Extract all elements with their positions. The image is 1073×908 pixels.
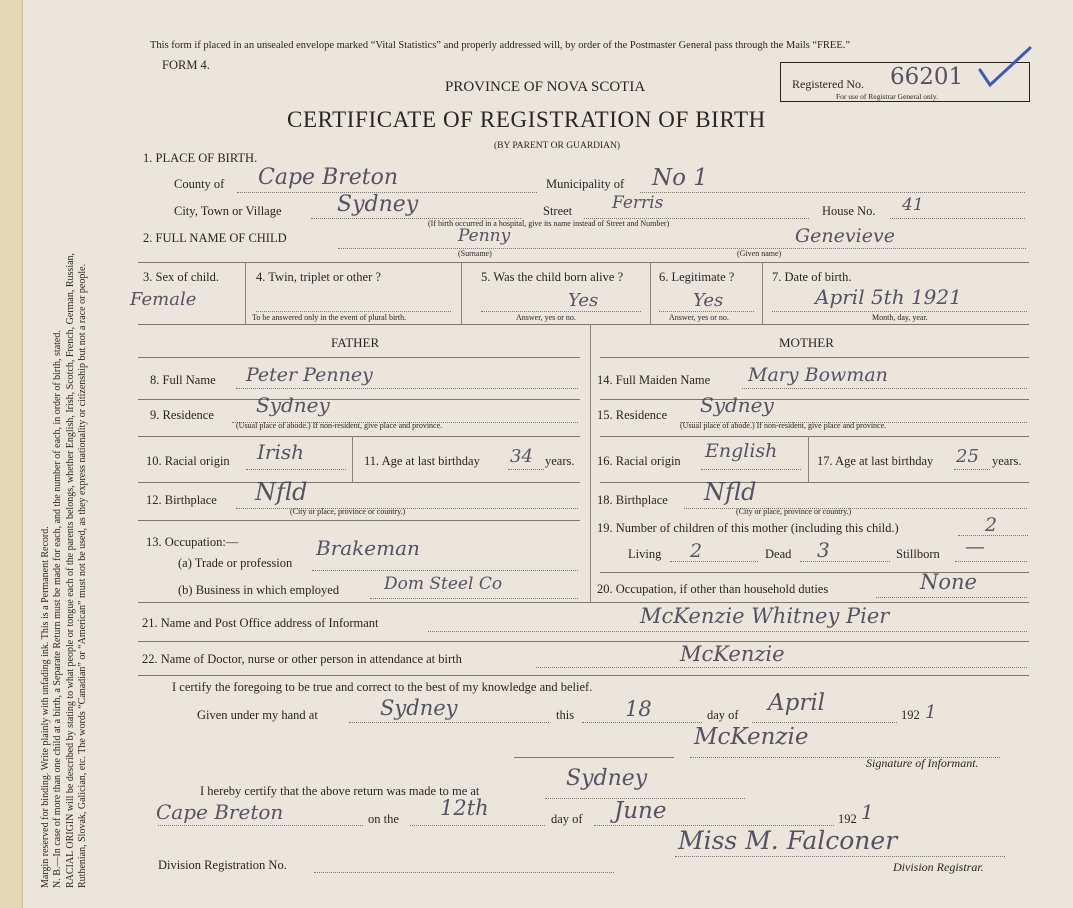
side-notes: [40, 28, 140, 888]
county-label: County of: [174, 177, 225, 191]
mother-residence-note: (Usual place of abode.) If non-resident, give place and province.: [680, 421, 887, 430]
street-value: Ferris: [612, 193, 664, 213]
children-value: 2: [985, 514, 998, 536]
mother-age-label: 17. Age at last birthday: [817, 454, 934, 468]
made-place-value: Cape Breton: [156, 800, 284, 824]
hereby-text: I hereby certify that the above return was made to me at: [200, 784, 480, 798]
father-residence-note: (Usual place of abode.) If non-resident, give place and province.: [236, 421, 443, 430]
made-day-value: 12th: [440, 796, 489, 820]
check-mark-icon: [975, 45, 1035, 95]
mail-notice: This form if placed in an unsealed envelope marked “Vital Statistics” and properly addressed will, by order of the Postmaster General pass through the Mails “FREE.”: [150, 40, 851, 51]
mother-race-label: 16. Racial origin: [597, 454, 681, 468]
legitimate-value: Yes: [693, 290, 724, 311]
given-under-label: Given under my hand at: [197, 708, 318, 722]
given-place-value: Sydney: [380, 696, 458, 720]
sex-label: 3. Sex of child.: [143, 270, 220, 284]
hospital-note: (If birth occurred in a hospital, give its name instead of Street and Number): [428, 219, 670, 228]
mother-name-value: Mary Bowman: [748, 364, 888, 386]
binding-margin: [0, 0, 23, 908]
mother-birthplace-label: 18. Birthplace: [597, 493, 668, 507]
father-residence-label: 9. Residence: [150, 408, 214, 422]
mother-birthplace-note: (City or place, province or country.): [736, 507, 852, 516]
made-day-of-label: day of: [551, 812, 583, 826]
given-name-label: (Given name): [737, 249, 782, 258]
city-value: Sydney: [337, 192, 419, 217]
living-value: 2: [690, 540, 703, 562]
registrar-note: For use of Registrar General only.: [836, 92, 938, 101]
father-age-value: 34: [510, 446, 533, 467]
informant-label: 21. Name and Post Office address of Informant: [142, 616, 379, 630]
father-years-label: years.: [545, 454, 575, 468]
on-the-label: on the: [368, 812, 399, 826]
alive-answer-note: Answer, yes or no.: [516, 313, 576, 322]
legitimate-answer-note: Answer, yes or no.: [669, 313, 729, 322]
year-prefix-2: 192: [838, 812, 857, 826]
mother-residence-value: Sydney: [700, 393, 774, 417]
registered-label: Registered No.: [792, 77, 864, 91]
informant-value: McKenzie Whitney Pier: [640, 604, 890, 628]
father-name-value: Peter Penney: [246, 364, 373, 386]
dead-value: 3: [817, 538, 830, 562]
side-note-2: N. B.—In case of more than one child at a birth, a Separate Return must be made for each, and the number of each, in order of birth, stated.: [52, 330, 64, 888]
certify-text: I certify the foregoing to be true and correct to the best of my knowledge and belief.: [172, 680, 593, 694]
signature-informant-label: Signature of Informant.: [866, 756, 979, 770]
dob-value: April 5th 1921: [815, 285, 962, 309]
father-race-label: 10. Racial origin: [146, 454, 230, 468]
mother-years-label: years.: [992, 454, 1022, 468]
mother-occupation-value: None: [920, 570, 977, 594]
mother-age-value: 25: [956, 446, 979, 467]
legitimate-label: 6. Legitimate ?: [659, 270, 735, 284]
father-birthplace-label: 12. Birthplace: [146, 493, 217, 507]
mother-name-label: 14. Full Maiden Name: [597, 373, 711, 387]
informant-signature: McKenzie: [694, 724, 809, 750]
dob-label: 7. Date of birth.: [772, 270, 852, 284]
municipality-value: No 1: [652, 165, 708, 191]
father-birthplace-value: Nfld: [255, 478, 308, 506]
certificate-subtitle: (BY PARENT OR GUARDIAN): [494, 141, 621, 151]
dob-format-note: Month, day, year.: [872, 313, 928, 322]
form-number: FORM 4.: [162, 58, 210, 72]
mother-race-value: English: [705, 440, 778, 462]
twin-label: 4. Twin, triplet or other ?: [256, 270, 381, 284]
given-day-value: 18: [625, 697, 652, 721]
dead-label: Dead: [765, 547, 792, 561]
living-label: Living: [628, 547, 662, 561]
side-note-3: RACIAL ORIGIN will be described by stating to what people or tongue each of the parents belongs, whether English, Irish, Scotch, French, German, Russian,: [64, 252, 76, 888]
father-residence-value: Sydney: [256, 393, 330, 417]
made-year-value: 1: [861, 800, 874, 824]
given-name-value: Genevieve: [795, 225, 895, 247]
side-note-4: Ruthenian, Slovak, Galician, etc. The words “Canadian” or “American” must not be used, as they express nationality or citizenship but not a race or people.: [76, 263, 88, 888]
mother-birthplace-value: Nfld: [704, 478, 757, 506]
father-birthplace-note: (City or place, province or country.): [290, 507, 406, 516]
county-value: Cape Breton: [258, 165, 399, 190]
house-no-value: 41: [902, 195, 924, 215]
twin-note: To be answered only in the event of plural birth.: [252, 313, 407, 322]
full-name-label: 2. FULL NAME OF CHILD: [143, 231, 287, 245]
mother-occupation-label: 20. Occupation, if other than household duties: [597, 582, 829, 596]
business-value: Dom Steel Co: [384, 574, 503, 594]
province-heading: PROVINCE OF NOVA SCOTIA: [445, 79, 646, 95]
trade-value: Brakeman: [316, 536, 420, 560]
doctor-value: McKenzie: [680, 642, 785, 666]
trade-label: (a) Trade or profession: [178, 556, 293, 570]
registrar-signature: Miss M. Falconer: [678, 826, 898, 855]
day-of-label: day of: [707, 708, 739, 722]
this-label: this: [556, 708, 575, 722]
city-label: City, Town or Village: [174, 204, 282, 218]
father-race-value: Irish: [257, 440, 305, 464]
father-heading: FATHER: [331, 335, 380, 350]
mother-heading: MOTHER: [779, 335, 834, 350]
stillborn-value: —: [965, 534, 985, 558]
made-month-value: June: [614, 798, 667, 824]
given-month-value: April: [768, 690, 826, 716]
sex-value: Female: [130, 289, 197, 310]
father-name-label: 8. Full Name: [150, 373, 216, 387]
house-no-label: House No.: [822, 204, 876, 218]
business-label: (b) Business in which employed: [178, 583, 340, 597]
doctor-label: 22. Name of Doctor, nurse or other person in attendance at birth: [142, 652, 462, 666]
year-prefix-1: 192: [901, 708, 920, 722]
place-of-birth-label: 1. PLACE OF BIRTH.: [143, 151, 258, 165]
street-label: Street: [543, 204, 573, 218]
occupation-label: 13. Occupation:—: [146, 535, 239, 549]
certificate-title: CERTIFICATE OF REGISTRATION OF BIRTH: [287, 107, 766, 132]
registered-number: 66201: [890, 64, 964, 90]
alive-value: Yes: [568, 290, 599, 311]
alive-label: 5. Was the child born alive ?: [481, 270, 624, 284]
made-at-value: Sydney: [566, 766, 648, 791]
surname-value: Penny: [458, 226, 511, 246]
municipality-label: Municipality of: [546, 177, 625, 191]
side-note-1: Margin reserved for binding. Write plainly with unfading ink. This is a Permanent Record.: [40, 526, 51, 888]
children-label: 19. Number of children of this mother (including this child.): [597, 521, 899, 535]
division-registrar-label: Division Registrar.: [893, 860, 984, 874]
given-year-value: 1: [925, 702, 937, 723]
division-reg-no-label: Division Registration No.: [158, 858, 287, 872]
father-age-label: 11. Age at last birthday: [364, 454, 480, 468]
mother-residence-label: 15. Residence: [597, 408, 668, 422]
stillborn-label: Stillborn: [896, 547, 940, 561]
surname-label: (Surname): [458, 249, 492, 258]
